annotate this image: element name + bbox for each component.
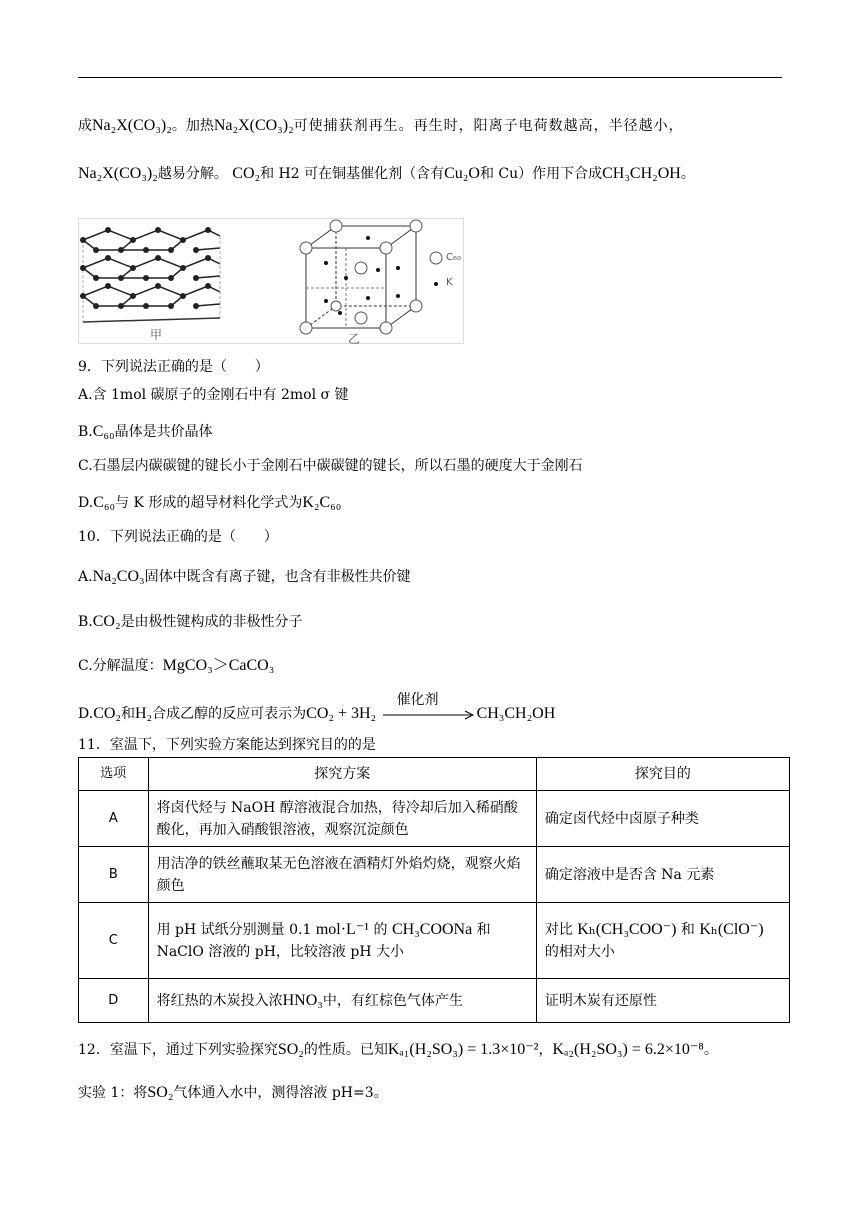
- text: 。: [680, 166, 695, 182]
- formula: Na₂X(CO₃)₂: [213, 117, 294, 134]
- header-option: 选项: [79, 758, 149, 791]
- text: 和 Cu）作用下合成: [479, 166, 603, 182]
- formula: C₆₀: [93, 494, 116, 511]
- text: 。加热: [171, 118, 214, 134]
- row-option: A: [79, 791, 149, 847]
- text: 是由极性键构成的非极性分子: [120, 614, 303, 630]
- header-plan: 探究方案: [148, 758, 536, 791]
- text: 的: [369, 921, 392, 938]
- text: 和 NaClO 溶液的 pH，比较溶液 pH 大小: [156, 921, 491, 960]
- formula: H₂: [135, 705, 153, 722]
- text: B.: [78, 424, 93, 440]
- text: 中，有红棕色气体产生: [322, 992, 463, 1009]
- formula: Cu₂O: [444, 165, 480, 182]
- ka2-formula: Kₐ₂(H₂SO₃) = 6.2×10⁻⁸: [552, 1041, 704, 1058]
- catalyst-label: 催化剂: [396, 692, 439, 708]
- legend-c60: C₆₀: [446, 252, 461, 263]
- text: D.: [78, 495, 94, 511]
- formula: CO₂: [93, 705, 121, 722]
- row-plan: [148, 903, 536, 979]
- arrow-icon: [383, 704, 475, 724]
- text: 晶体是共价晶体: [114, 424, 213, 440]
- q9-option-a: A.含 1mol 碳原子的金刚石中有 2mol σ 键: [78, 387, 349, 403]
- equation-right: CH₃CH₂OH: [476, 705, 556, 722]
- formula: CH₃COONa: [391, 920, 473, 938]
- graphite-structure: [83, 230, 220, 322]
- row-goal: 确定卤代烃中卤原子种类: [536, 791, 789, 847]
- q10-option-b: [78, 612, 303, 632]
- text: 实验 1：将: [78, 1085, 148, 1101]
- q9-stem: 9．下列说法正确的是（ ）: [78, 359, 269, 375]
- formula: CO₂: [232, 165, 261, 182]
- q11-stem: 11．室温下，下列实验方案能达到探究目的的是: [78, 737, 376, 753]
- text: B.: [78, 614, 93, 630]
- formula: Kₕ(ClO⁻): [699, 920, 764, 938]
- unit: mol·L⁻¹: [315, 920, 370, 938]
- text: 气体通入水中，测得溶液 pH=3。: [173, 1085, 388, 1101]
- row-option: D: [79, 979, 149, 1023]
- legend-k: K: [446, 277, 453, 288]
- row-plan: [148, 979, 536, 1023]
- row-option: B: [79, 847, 149, 903]
- formula: HNO₃: [282, 991, 323, 1009]
- text: C.分解温度：: [78, 658, 163, 674]
- crystal-structure-figure: [78, 218, 464, 344]
- q9-option-c: C.石墨层内碳碳键的键长小于金刚石中碳碳键的键长，所以石墨的硬度大于金刚石: [78, 458, 583, 474]
- formula: Kₕ(CH₃COO⁻): [577, 920, 677, 938]
- text: ，: [538, 1042, 553, 1058]
- intro-line-2: [78, 164, 695, 184]
- text: 12．室温下，通过下列实验探究: [78, 1042, 278, 1058]
- header-rule: [78, 77, 782, 78]
- q9-option-b: [78, 422, 213, 442]
- text: 的性质。已知: [303, 1042, 388, 1058]
- text: 。: [703, 1042, 718, 1058]
- text: 将红热的木炭投入浓: [156, 992, 283, 1009]
- table-row: [79, 903, 790, 979]
- figure-label-left: 甲: [150, 328, 163, 342]
- experiment-table: [78, 757, 790, 1023]
- q10-option-c: [78, 656, 274, 676]
- intro-line-1: [78, 116, 684, 136]
- table-row: [79, 979, 790, 1023]
- text: 用 pH 试纸分别测量 0.1: [156, 921, 316, 938]
- equation-left: CO₂ + 3H₂: [306, 705, 377, 722]
- figure-label-right: 乙: [348, 332, 361, 346]
- figure-svg: [78, 218, 464, 344]
- table-row: [79, 791, 790, 847]
- formula: C₆₀: [92, 423, 115, 440]
- table-header-row: [79, 758, 790, 791]
- text: 的相对大小: [544, 943, 615, 960]
- text: 与 K 形成的超导材料化学式为: [115, 495, 303, 511]
- row-goal: 证明木炭有还原性: [536, 979, 789, 1023]
- table-row: [79, 847, 790, 903]
- graphite-atoms: [80, 227, 211, 309]
- row-plan: 用洁净的铁丝蘸取某无色溶液在酒精灯外焰灼烧，观察火焰颜色: [148, 847, 536, 903]
- formula: K₂C₆₀: [302, 494, 342, 511]
- formula: CO₂: [92, 613, 121, 630]
- formula: SO₂: [147, 1084, 174, 1101]
- formula: Na₂X(CO₃)₂: [92, 117, 172, 134]
- row-goal: 确定溶液中是否含 Na 元素: [536, 847, 789, 903]
- text: 和: [121, 706, 135, 722]
- header-goal: 探究目的: [536, 758, 789, 791]
- formula: SO₂: [277, 1041, 304, 1058]
- formula: MgCO₃＞CaCO₃: [162, 657, 275, 674]
- q9-option-d: [78, 493, 341, 513]
- formula: Na₂CO₃: [92, 568, 145, 585]
- text: 对比: [544, 921, 578, 938]
- formula: CH₃CH₂OH: [602, 165, 681, 182]
- q10-stem: 10．下列说法正确的是（ ）: [78, 529, 278, 545]
- text: 固体中既含有离子键，也含有非极性共价键: [144, 569, 411, 585]
- text: D.: [78, 706, 94, 722]
- q12-stem: [78, 1040, 718, 1060]
- text: 合成乙醇的反应可表示为: [152, 706, 307, 722]
- ka1-formula: Kₐ₁(H₂SO₃) = 1.3×10⁻²: [387, 1041, 539, 1058]
- text: A.: [78, 569, 93, 585]
- row-plan: 将卤代烃与 NaOH 醇溶液混合加热，待冷却后加入稀硝酸酸化，再加入硝酸银溶液，观察沉淀颜色: [148, 791, 536, 847]
- q10-option-a: [78, 567, 411, 587]
- q10-option-d: [78, 692, 556, 724]
- text: 越易分解。: [157, 166, 228, 182]
- row-option: C: [79, 903, 149, 979]
- row-goal: [536, 903, 789, 979]
- text: 和 H2 可在铜基催化剂（含有: [260, 166, 445, 182]
- text: 成: [78, 118, 92, 134]
- text: 和: [676, 921, 700, 938]
- reaction-arrow: [383, 692, 475, 724]
- q12-experiment-1: [78, 1083, 388, 1103]
- text: 可使捕获剂再生。再生时，阳离子电荷数越高，半径越小，: [293, 118, 684, 134]
- formula: Na₂X(CO₃)₂: [78, 165, 158, 182]
